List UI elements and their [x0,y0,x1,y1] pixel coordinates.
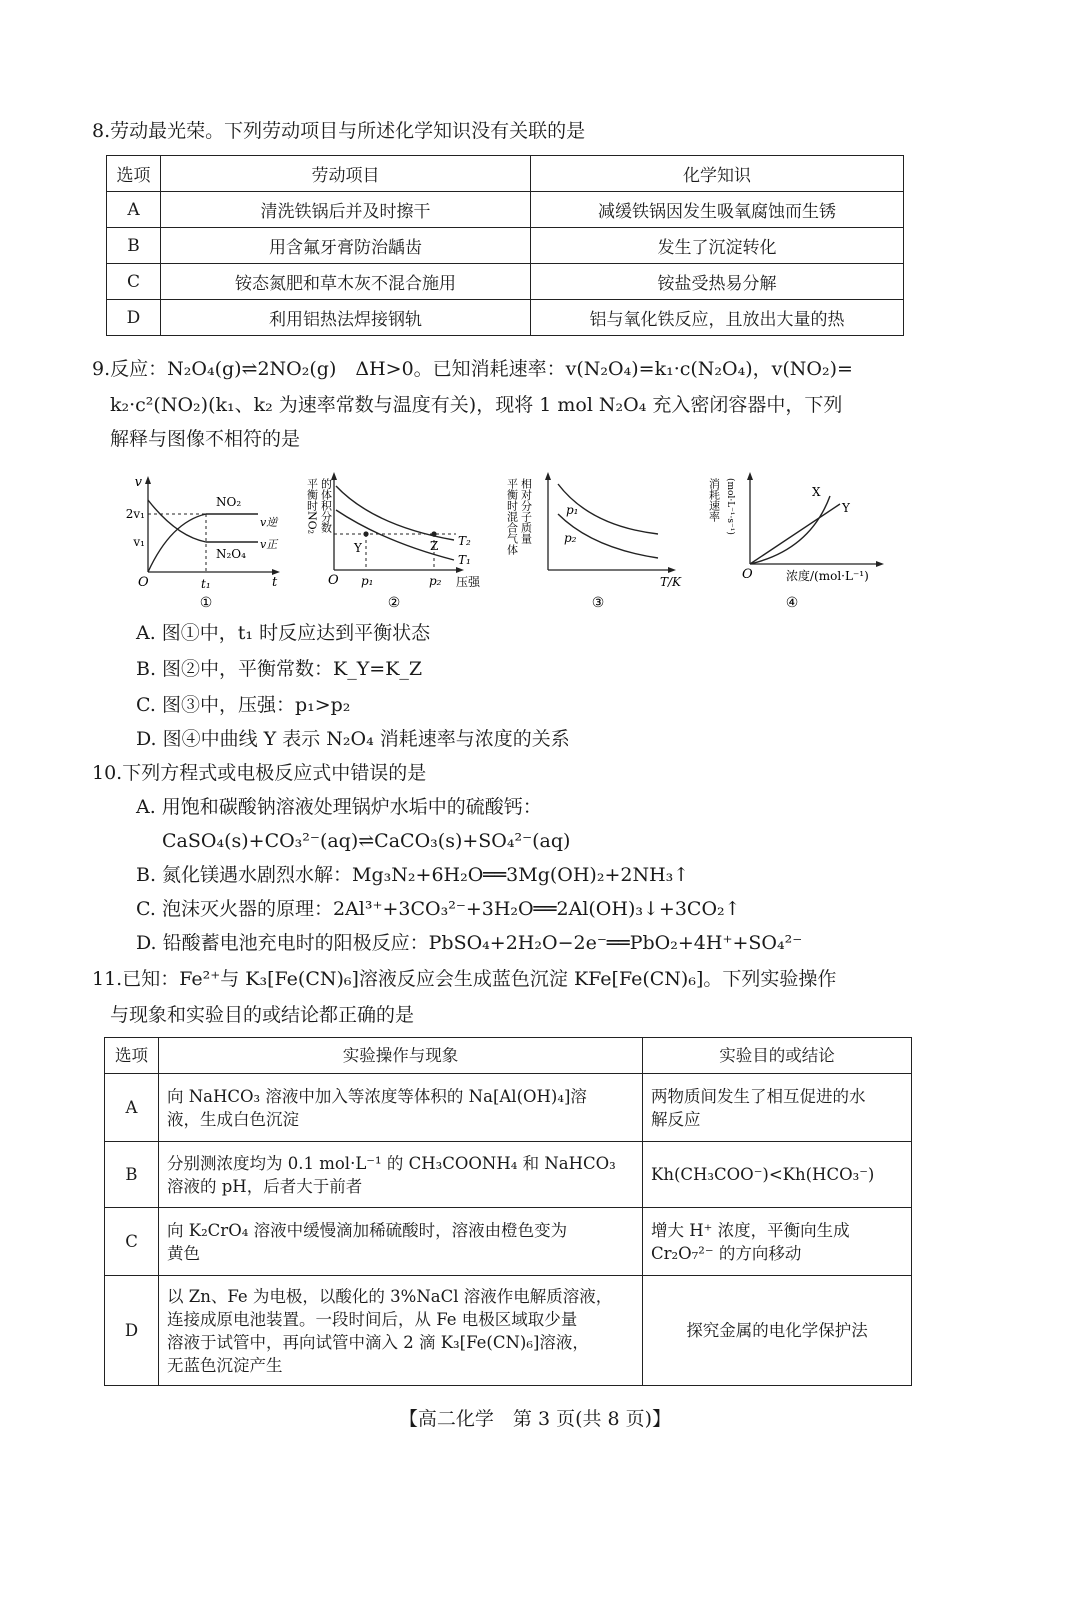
q11-line1: 11.已知：Fe²⁺与 K₃[Fe(CN)₆]溶液反应会生成蓝色沉淀 KFe[Fe(CN)₆]。下列实验操作 [92,968,837,990]
y-label-line1: 平衡时NO₂ [305,478,319,535]
cell-line: 溶液于试管中，再向试管中滴入 2 滴 K₃[Fe(CN)₆]溶液， [167,1332,589,1352]
y-line-label: Y [842,501,850,515]
figure-4 [700,468,900,610]
p1-label: p₁ [361,574,374,588]
q9-line2: k₂·c²(NO₂)(k₁、k₂ 为速率常数与温度有关)，现将 1 mol N₂O₄ 充入密闭容器中，下列 [110,394,843,416]
figure-3 [500,468,690,610]
x-axis-arrow [668,567,676,573]
figure-4-graph [700,468,900,610]
q9-option-b: B. 图②中，平衡常数：K_Y=K_Z [136,658,423,680]
table-header-cell: 劳动项目 [161,156,531,192]
figure-2 [294,468,494,610]
y-label-line2: 相对分子质量 [519,478,533,544]
cell-line: 向 NaHCO₃ 溶液中加入等浓度等体积的 Na[Al(OH)₄]溶 [167,1086,587,1106]
table-cell: 发生了沉淀转化 [531,228,904,264]
figure-1 [126,470,286,610]
y-point-label: Y [354,541,362,555]
y-label-line1: 平衡时混合气体 [505,478,519,555]
cell-line: 增大 H⁺ 浓度，平衡向生成 [651,1220,850,1240]
q10-option-c: C. 泡沫灭火器的原理：2Al³⁺+3CO₃²⁻+3H₂O══2Al(OH)₃↓+3CO₂↑ [136,898,741,920]
table-cell: A [105,1074,159,1142]
y-label-line2: (mol·L⁻¹·s⁻¹) [725,478,735,535]
p2-label: p₂ [564,531,577,545]
figure-number: ① [199,595,213,611]
t2-curve [336,486,454,540]
table-cell [643,1208,912,1276]
cell-line: 分别测浓度均为 0.1 mol·L⁻¹ 的 CH₃COONH₄ 和 NaHCO₃ [167,1153,616,1173]
v-reverse-label: v逆 [260,516,278,529]
q10-option-d: D. 铅酸蓄电池充电时的阳极反应：PbSO₄+2H₂O−2e⁻══PbO₂+4H⁺+SO₄²⁻ [136,932,803,954]
table-header-cell: 实验目的或结论 [643,1038,912,1074]
x-axis-arrow [876,561,884,567]
y-line [750,504,840,564]
tick-v1: v₁ [133,535,145,549]
cell-line: 向 K₂CrO₄ 溶液中缓慢滴加稀硫酸时，溶液由橙色变为 [167,1220,568,1240]
table-cell: C [107,264,161,300]
q9-option-a: A. 图①中，t₁ 时反应达到平衡状态 [136,622,431,644]
cell-line: 液，生成白色沉淀 [167,1109,299,1129]
table-cell: 铵态氮肥和草木灰不混合施用 [161,264,531,300]
cell-line: 黄色 [167,1243,200,1263]
table-header-row [107,156,904,192]
cell-line: 连接成原电池装置。一段时间后，从 Fe 电极区域取少量 [167,1309,578,1329]
cell-line: 探究金属的电化学保护法 [686,1321,868,1340]
table-header-cell: 选项 [107,156,161,192]
cell-line: 以 Zn、Fe 为电极，以酸化的 3%NaCl 溶液作电解质溶液， [167,1286,613,1306]
table-cell: D [105,1276,159,1386]
figure-number: ② [387,595,401,611]
q10-option-b: B. 氮化镁遇水剧烈水解：Mg₃N₂+6H₂O══3Mg(OH)₂+2NH₃↑ [136,864,690,886]
n2o4-curve [148,500,258,542]
v-forward-label: v正 [260,538,278,551]
table-cell: B [107,228,161,264]
table-row [105,1276,912,1386]
table-cell [643,1276,912,1386]
q10-option-a: A. 用饱和碳酸钠溶液处理锅炉水垢中的硫酸钙： [136,796,542,818]
table-cell [159,1142,643,1208]
table-cell [643,1074,912,1142]
no2-curve [148,514,258,572]
table-cell [159,1074,643,1142]
q9-line3: 解释与图像不相符的是 [110,428,301,450]
x-curve-label: X [812,485,821,499]
y-label: v [134,475,142,490]
y-label-line2: 的体积分数 [319,478,333,533]
q11-table [104,1037,912,1386]
cell-line: 无蓝色沉淀产生 [167,1355,283,1375]
figure-1-graph [126,470,286,610]
table-row [107,228,904,264]
n2o4-label: N₂O₄ [216,547,246,561]
q9-line1: 9.反应：N₂O₄(g)⇌2NO₂(g) ΔH>0。已知消耗速率：v(N₂O₄)=k₁·c(N₂O₄)，v(NO₂)= [92,358,853,380]
cell-line: 解反应 [651,1109,701,1129]
x-label: 压强 [456,575,481,589]
point-z [431,531,436,536]
y-axis-arrow [145,476,151,484]
table-cell: B [105,1142,159,1208]
z-point-label: Z [430,539,439,553]
t2-label: T₂ [458,534,471,548]
table-row [107,264,904,300]
table-cell: A [107,192,161,228]
x-label: t [272,575,278,590]
cell-line: 溶液的 pH，后者大于前者 [167,1176,363,1196]
origin-label: O [742,567,753,582]
point-y [363,531,368,536]
y-label-line1: 消耗速率 [707,478,721,522]
cell-line: Kh(CH₃COO⁻)<Kh(HCO₃⁻) [651,1165,875,1184]
figure-2-graph [294,468,494,610]
x-axis-arrow [456,567,464,573]
table-cell: 减缓铁锅因发生吸氧腐蚀而生锈 [531,192,904,228]
table-row [107,300,904,336]
q8-stem: 8.劳动最光荣。下列劳动项目与所述化学知识没有关联的是 [92,120,586,142]
x-label: T/K [660,575,682,589]
no2-label: NO₂ [216,495,242,509]
figure-number: ④ [785,595,799,611]
table-row [105,1208,912,1276]
table-cell: C [105,1208,159,1276]
table-cell: 利用铝热法焊接钢轨 [161,300,531,336]
table-header-row [105,1038,912,1074]
q9-option-d: D. 图④中曲线 Y 表示 N₂O₄ 消耗速率与浓度的关系 [136,728,570,750]
table-row [105,1142,912,1208]
p2-label: p₂ [429,574,442,588]
figure-number: ③ [591,595,605,611]
table-cell: 铝与氧化铁反应，且放出大量的热 [531,300,904,336]
q9-option-c: C. 图③中，压强：p₁>p₂ [136,694,351,716]
table-header-cell: 化学知识 [531,156,904,192]
t1-label: T₁ [458,553,471,567]
table-cell: 铵盐受热易分解 [531,264,904,300]
table-header-cell: 实验操作与现象 [159,1038,643,1074]
origin-label: O [138,575,149,590]
tick-2v1: 2v₁ [125,507,145,521]
page-footer: 【高二化学 第 3 页(共 8 页)】 [398,1408,672,1430]
table-row [105,1074,912,1142]
cell-line: 两物质间发生了相互促进的水 [651,1086,866,1106]
origin-label: O [328,573,339,588]
x-label: 浓度/(mol·L⁻¹) [786,569,869,583]
table-cell: 用含氟牙膏防治龋齿 [161,228,531,264]
table-cell: 清洗铁锅后并及时擦干 [161,192,531,228]
q11-line2: 与现象和实验目的或结论都正确的是 [110,1004,415,1026]
t1-label: t₁ [201,577,211,591]
q10-stem: 10.下列方程式或电极反应式中错误的是 [92,762,427,784]
y-axis-arrow [747,472,753,480]
x-curve [750,496,830,564]
table-cell [643,1142,912,1208]
cell-line: Cr₂O₇²⁻ 的方向移动 [651,1243,802,1263]
table-row [107,192,904,228]
y-axis-arrow [545,472,551,480]
table-cell [159,1276,643,1386]
figure-3-graph [500,468,690,610]
p1-label: p₁ [566,503,579,517]
q8-table [106,155,904,336]
table-cell: D [107,300,161,336]
table-cell [159,1208,643,1276]
q10-option-a-equation: CaSO₄(s)+CO₃²⁻(aq)⇌CaCO₃(s)+SO₄²⁻(aq) [162,830,571,852]
table-header-cell: 选项 [105,1038,159,1074]
